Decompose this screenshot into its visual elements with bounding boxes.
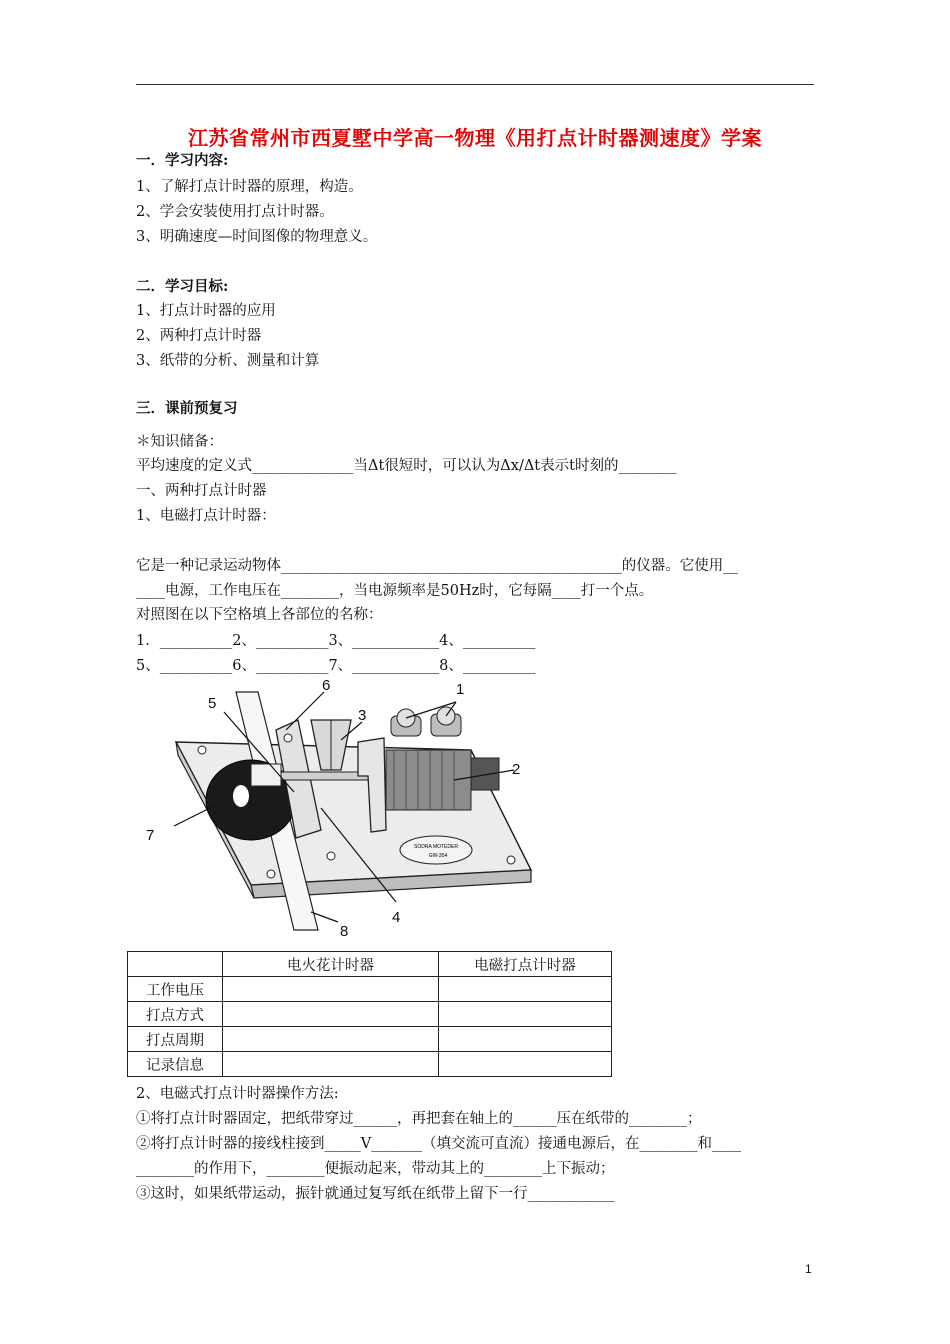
header-rule — [136, 84, 814, 85]
section1-item-3: 3、明确速度—时间图像的物理意义。 — [136, 229, 378, 245]
section1-heading: 一．学习内容: — [136, 152, 229, 169]
table-header-cell: 电磁打点计时器 — [439, 952, 612, 977]
table-row — [128, 977, 612, 1002]
table-row-label: 打点周期 — [128, 1027, 223, 1052]
knowledge-label: ＊知识储备： — [136, 434, 223, 450]
table-row-label: 记录信息 — [128, 1052, 223, 1077]
section1-item-2: 2、学会安装使用打点计时器。 — [136, 204, 334, 220]
table-cell[interactable] — [439, 1052, 612, 1077]
section2-item-3: 3、纸带的分析、测量和计算 — [136, 353, 320, 369]
fill-row-1: 1．__________2、__________3、____________4、__________ — [136, 633, 536, 649]
plate-text-1: SODRA MOTEDER — [414, 844, 458, 850]
table-header-cell: 电火花计时器 — [223, 952, 439, 977]
subheading-electromagnetic: 1、电磁打点计时器： — [136, 508, 276, 524]
table-row-label: 打点方式 — [128, 1002, 223, 1027]
section2-heading: 二．学习目标: — [136, 278, 229, 295]
fill-intro: 对照图在以下空格填上各部位的名称： — [136, 607, 383, 623]
table-cell[interactable] — [223, 977, 439, 1002]
description-line-2: ____电源，工作电压在________，当电源频率是50Hz时，它每隔____打一个点。 — [136, 583, 654, 599]
label-7: 7 — [146, 827, 155, 844]
label-6: 6 — [322, 680, 331, 694]
section2-item-2: 2、两种打点计时器 — [136, 328, 262, 344]
section3-heading: 三．课前预复习 — [136, 400, 238, 417]
operation-step-2b: ________的作用下，________便振动起来，带动其上的________上下振动； — [136, 1161, 615, 1177]
table-cell[interactable] — [223, 1027, 439, 1052]
table-cell[interactable] — [439, 977, 612, 1002]
plate-text-2: GW-354 — [428, 853, 448, 859]
section2-item-1: 1、打点计时器的应用 — [136, 303, 276, 319]
description-line-1: 它是一种记录运动物体_______________________________________________的仪器。它使用__ — [136, 558, 738, 574]
section4-heading: 2、电磁式打点计时器操作方法: — [136, 1086, 339, 1102]
table-row — [128, 1002, 612, 1027]
table-cell[interactable] — [439, 1002, 612, 1027]
operation-step-1: ①将打点计时器固定，把纸带穿过______，再把套在轴上的______压在纸带的________； — [136, 1111, 702, 1127]
comparison-table — [127, 951, 612, 1077]
label-1: 1 — [456, 681, 465, 698]
operation-step-2a: ②将打点计时器的接线柱接到_____V_______（填交流可直流）接通电源后，在________和____ — [136, 1136, 741, 1152]
timer-diagram — [136, 680, 536, 938]
table-cell[interactable] — [223, 1052, 439, 1077]
nameplate — [400, 836, 472, 864]
table-row-label: 工作电压 — [128, 977, 223, 1002]
table-row — [128, 1027, 612, 1052]
label-5: 5 — [208, 695, 217, 712]
label-3: 3 — [358, 707, 367, 724]
avg-speed-line: 平均速度的定义式______________当Δt很短时，可以认为Δx/Δt表示t时刻的________ — [136, 458, 677, 474]
table-row — [128, 1052, 612, 1077]
page-number: 1 — [805, 1262, 812, 1276]
subheading-two-timers: 一、两种打点计时器 — [136, 483, 267, 499]
page-title: 江苏省常州市西夏墅中学高一物理《用打点计时器测速度》学案 — [188, 126, 762, 150]
table-header-row — [128, 952, 612, 977]
label-2: 2 — [512, 761, 521, 778]
label-4: 4 — [392, 909, 401, 926]
label-8: 8 — [340, 923, 349, 938]
fill-row-2: 5、__________6、__________7、____________8、__________ — [136, 658, 536, 674]
section1-item-1: 1、了解打点计时器的原理，构造。 — [136, 179, 363, 195]
table-header-cell — [128, 952, 223, 977]
operation-step-3: ③这时，如果纸带运动，振针就通过复写纸在纸带上留下一行____________ — [136, 1186, 615, 1202]
table-cell[interactable] — [223, 1002, 439, 1027]
table-cell[interactable] — [439, 1027, 612, 1052]
